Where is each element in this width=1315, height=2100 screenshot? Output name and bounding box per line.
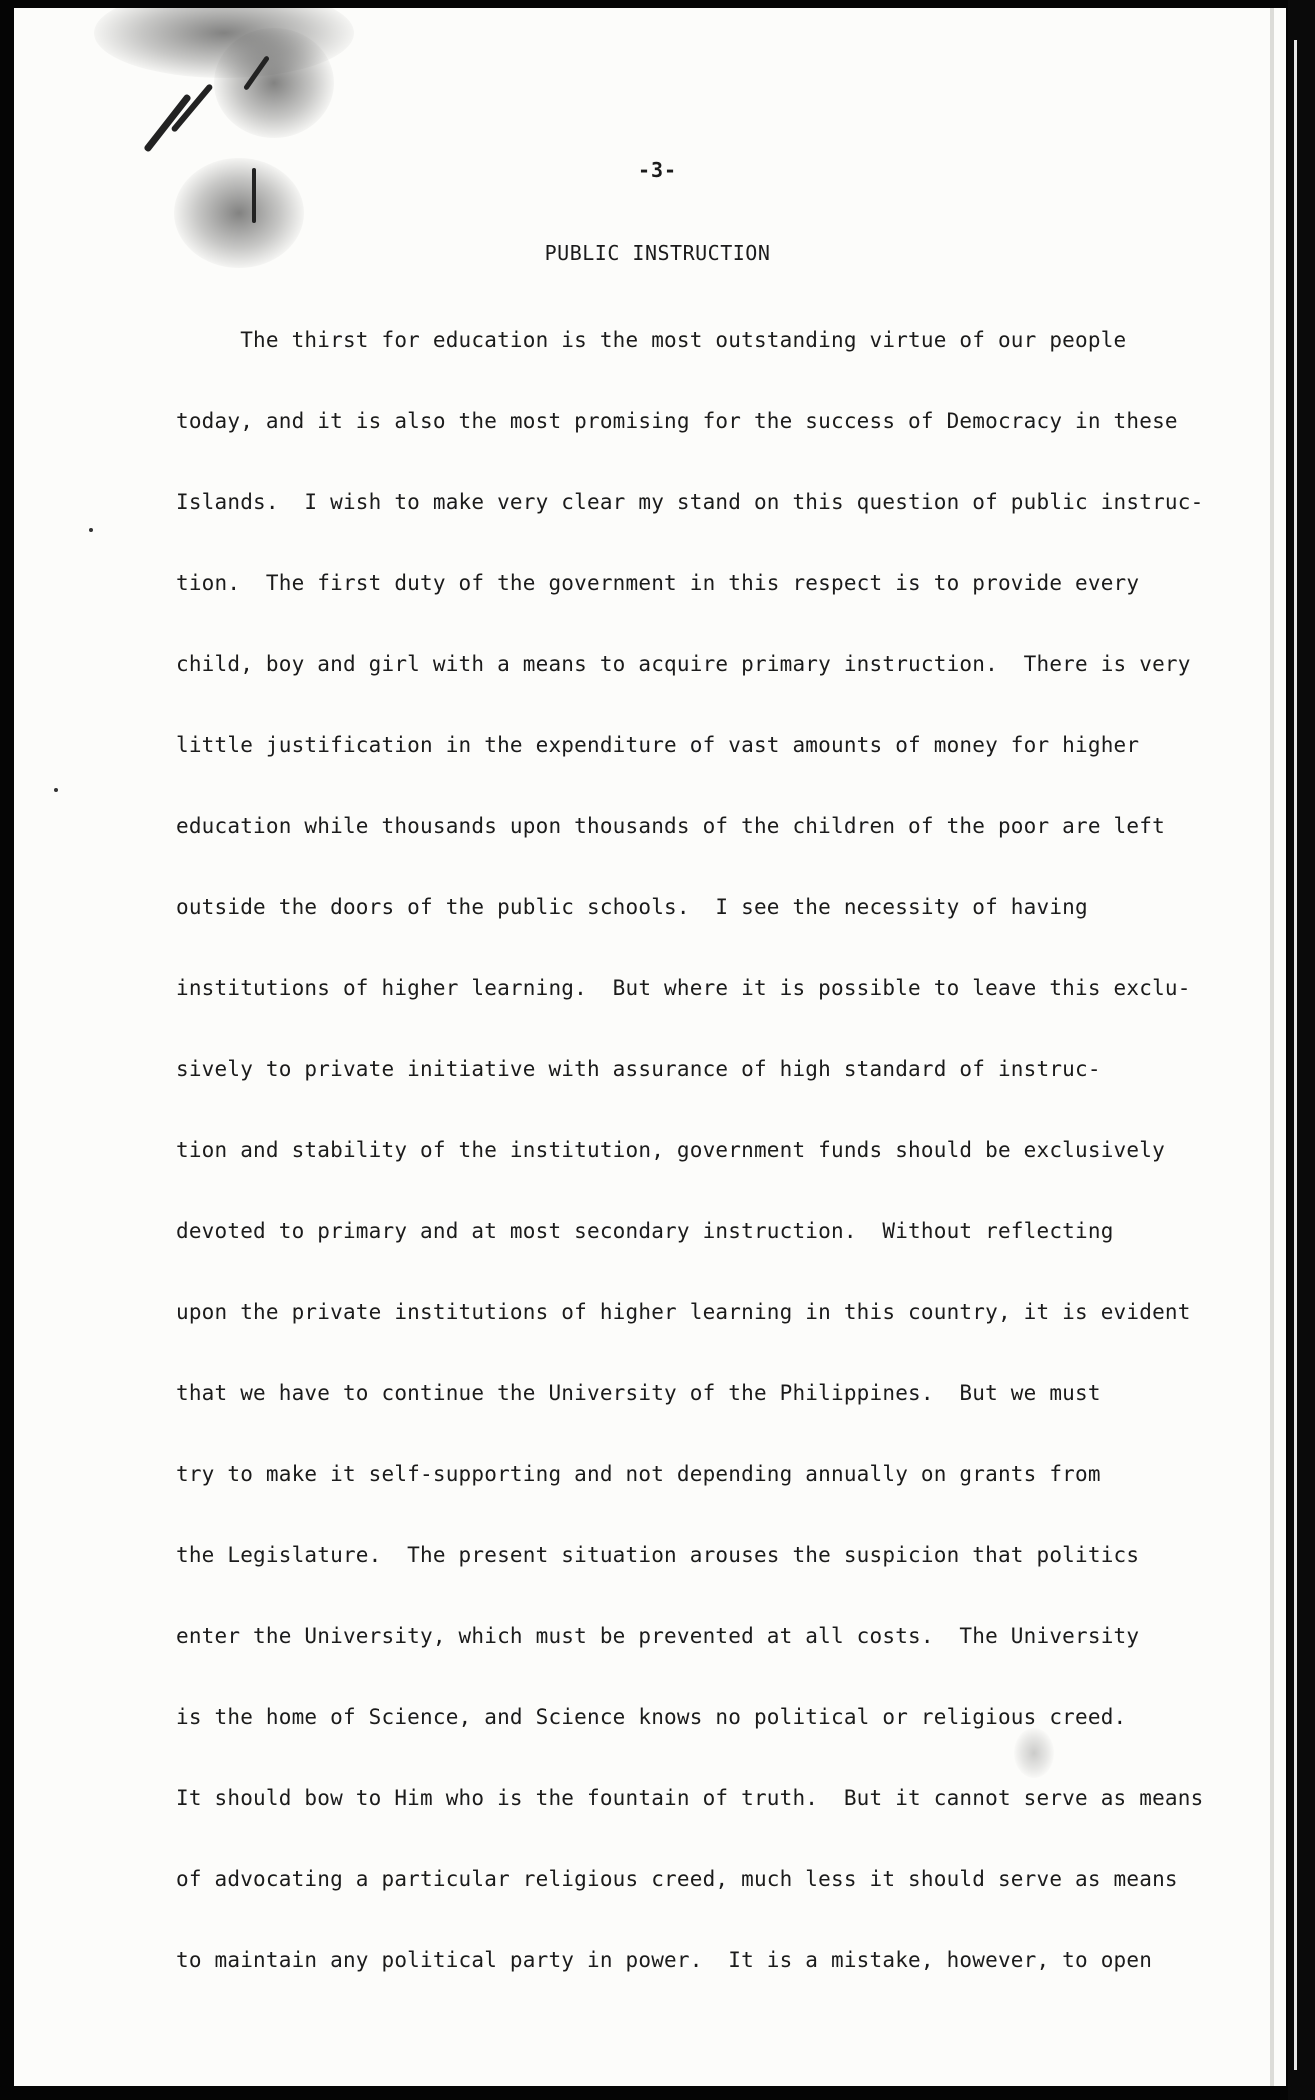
scan-right-edge bbox=[1288, 0, 1315, 2100]
text-line: of advocating a particular religious creed, much less it should serve as means bbox=[176, 1867, 1178, 1891]
section-title: PUBLIC INSTRUCTION bbox=[544, 241, 771, 265]
speck bbox=[54, 788, 58, 792]
text-line: tion and stability of the institution, government funds should be exclusively bbox=[176, 1138, 1165, 1162]
text-line: It should bow to Him who is the fountain of truth. But it cannot serve as means bbox=[176, 1786, 1204, 1810]
text-line: little justification in the expenditure of vast amounts of money for higher bbox=[176, 733, 1140, 757]
text-line: tion. The first duty of the government in this respect is to provide every bbox=[176, 571, 1140, 595]
text-line: try to make it self-supporting and not depending annually on grants from bbox=[176, 1462, 1101, 1486]
scan-right-edge-line bbox=[1294, 40, 1297, 2070]
text-line: sively to private initiative with assurance of high standard of instruc- bbox=[176, 1057, 1101, 1081]
text-line: upon the private institutions of higher learning in this country, it is evident bbox=[176, 1300, 1191, 1324]
text-line: child, boy and girl with a means to acquire primary instruction. There is very bbox=[176, 652, 1191, 676]
body-text bbox=[176, 318, 1256, 2019]
text-line: education while thousands upon thousands of the children of the poor are left bbox=[176, 814, 1165, 838]
text-line: institutions of higher learning. But where it is possible to leave this exclu- bbox=[176, 976, 1191, 1000]
text-line: The thirst for education is the most outstanding virtue of our people bbox=[176, 328, 1127, 352]
paper-fold-line bbox=[1270, 8, 1274, 2086]
page-number: -3- bbox=[637, 158, 678, 182]
text-line: is the home of Science, and Science knows no political or religious creed. bbox=[176, 1705, 1127, 1729]
ink-stroke bbox=[143, 93, 192, 152]
text-line: the Legislature. The present situation arouses the suspicion that politics bbox=[176, 1543, 1140, 1567]
text-line: devoted to primary and at most secondary instruction. Without reflecting bbox=[176, 1219, 1114, 1243]
ink-smudge bbox=[214, 28, 334, 138]
text-line: enter the University, which must be prevented at all costs. The University bbox=[176, 1624, 1140, 1648]
text-line: Islands. I wish to make very clear my stand on this question of public instruc- bbox=[176, 490, 1204, 514]
text-line: that we have to continue the University of the Philippines. But we must bbox=[176, 1381, 1101, 1405]
speck bbox=[89, 528, 93, 532]
text-line: outside the doors of the public schools. I see the necessity of having bbox=[176, 895, 1088, 919]
text-line: to maintain any political party in power. It is a mistake, however, to open bbox=[176, 1948, 1153, 1972]
text-line: today, and it is also the most promising for the success of Democracy in these bbox=[176, 409, 1178, 433]
